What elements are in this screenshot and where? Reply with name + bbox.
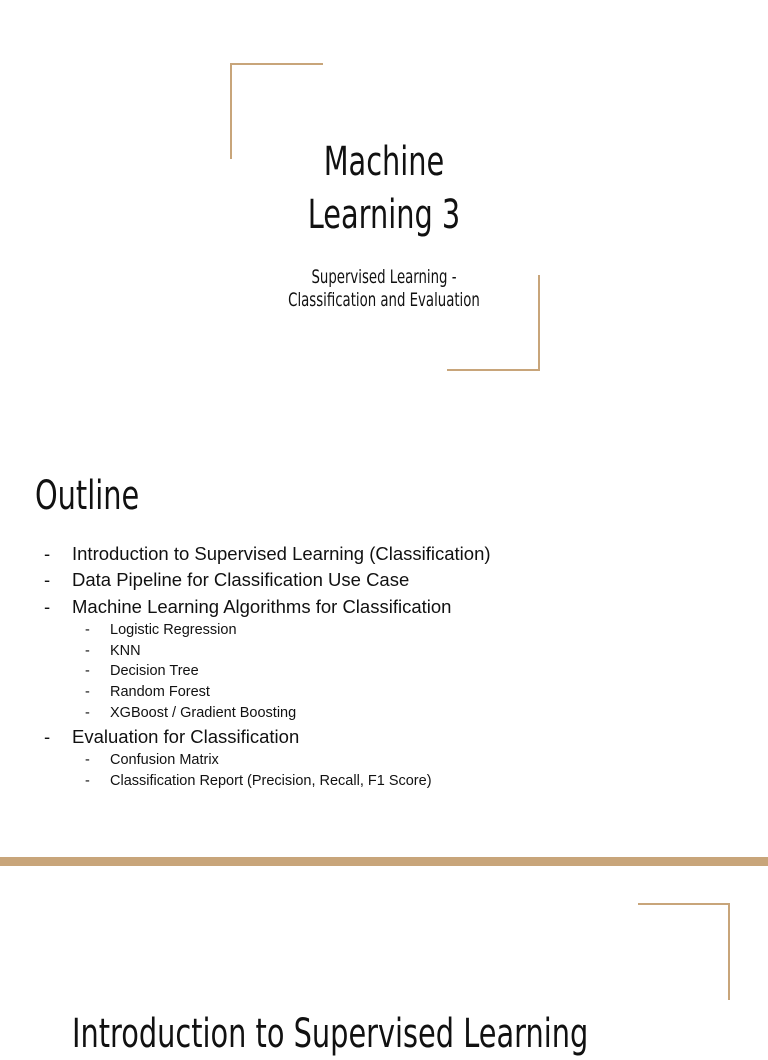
bullet-dash: - [85,684,90,701]
bullet-dash: - [44,543,51,564]
next-slide-heading: Introduction to Supervised Learning [72,1011,589,1057]
outline-subitem [44,703,491,724]
bullet-dash: - [44,569,51,591]
outline-subitem-text: Logistic Regression [110,621,237,638]
outline-item [44,724,491,750]
slide-subtitle [115,266,653,312]
slide-subtitle-line-2: Classification and Evaluation [288,289,480,311]
outline-subitem-text: Confusion Matrix [110,752,219,769]
bullet-dash: - [85,621,90,638]
outline-subitem-text: Random Forest [110,684,210,701]
outline-subitem [44,620,491,641]
outline-subitem [44,771,491,792]
bullet-dash: - [44,725,51,747]
outline-item-text: Data Pipeline for Classification Use Case [72,569,410,591]
outline-subitem-text: Decision Tree [110,663,199,680]
outline-subitem [44,750,491,771]
outline-item-text: Machine Learning Algorithms for Classification [72,595,452,617]
outline-subitem [44,661,491,682]
bullet-dash: - [85,663,90,680]
bullet-dash: - [85,705,90,722]
outline-subitem [44,682,491,703]
slide-separator [0,857,768,866]
bullet-dash: - [44,595,51,617]
outline-item [44,567,491,593]
decorative-corner-top-right [638,903,730,1000]
bullet-dash: - [85,642,90,659]
outline-subitem-text: XGBoost / Gradient Boosting [110,705,297,722]
outline-item [44,594,491,620]
outline-subitem-text: KNN [110,642,141,659]
outline-item-text: Evaluation for Classification [72,725,300,747]
bullet-dash: - [85,752,90,769]
bullet-dash: - [85,772,90,789]
slide-title-line-2: Learning 3 [307,192,461,238]
slide-title-line-1: Machine [323,139,445,185]
outline-heading: Outline [35,473,140,519]
outline-subitem [44,641,491,662]
outline-subitem-text: Classification Report (Precision, Recall, F1 Score) [110,772,432,789]
slide-title [108,136,661,242]
slide-subtitle-line-1: Supervised Learning - [311,266,457,288]
outline-item [44,541,491,567]
outline-list [44,541,491,792]
outline-item-text: Introduction to Supervised Learning (Classification) [72,543,491,564]
